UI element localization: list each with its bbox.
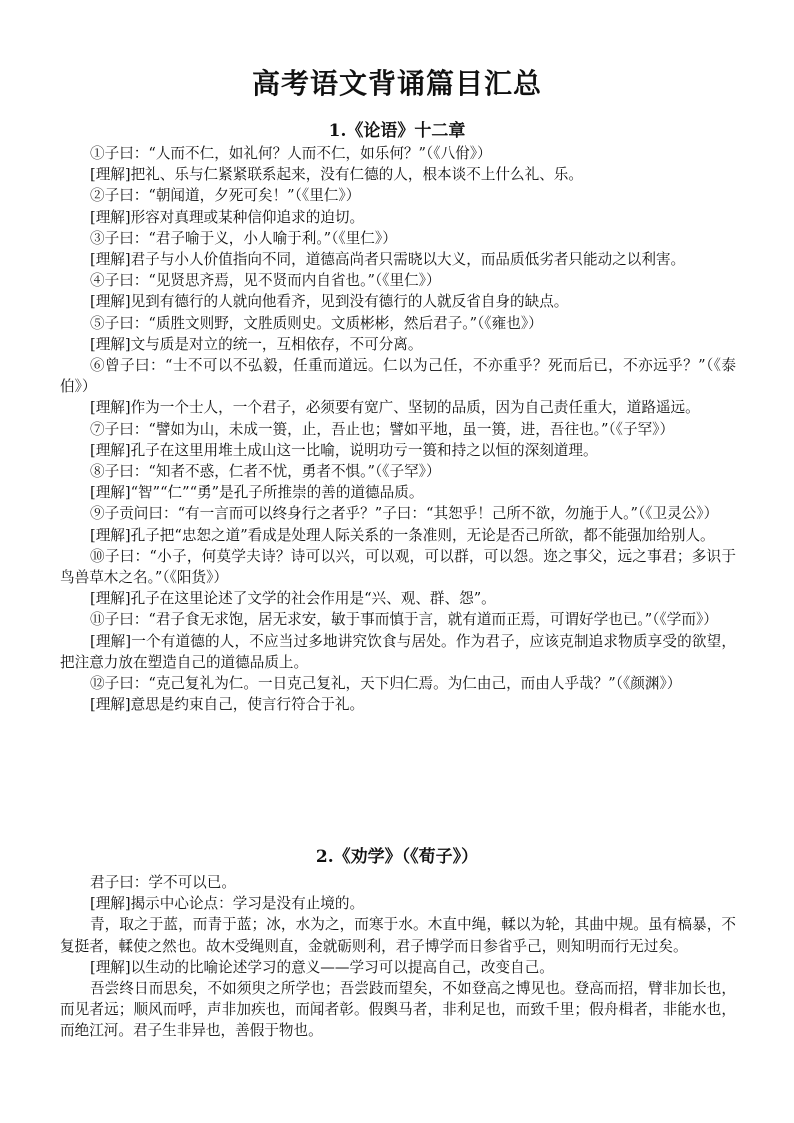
lunyu-note-9: [理解]孔子把“忠恕之道”看成是处理人际关系的一条准则，无论是否己所欲，都不能强加给别人。	[90, 526, 715, 544]
lunyu-note-12: [理解]意思是约束自己，使言行符合于礼。	[90, 696, 365, 714]
lunyu-quote-8: ⑧子曰：“知者不惑，仁者不忧，勇者不惧。”（《子罕》）	[90, 463, 441, 481]
quanxue-note-1: [理解]揭示中心论点：学习是没有止境的。	[90, 895, 365, 913]
lunyu-quote-11: ⑪子曰：“君子食无求饱，居无求安，敏于事而慎于言，就有道而正焉，可谓好学也已。”（《学而》）	[90, 611, 718, 629]
section-heading-lunyu: 1.《论语》十二章	[328, 121, 466, 141]
quanxue-text-2: 青，取之于蓝，而青于蓝；冰，水为之，而寒于水。木直中绳，輮以为轮，其曲中规。虽有槁暴，不复挺者，輮使之然也。故木受绳则直，金就砺则利，君子博学而日参省乎己，则知明而行无过矣。	[60, 916, 736, 955]
lunyu-note-6: [理解]作为一个士人，一个君子，必须要有宽广、坚韧的品质，因为自己责任重大，道路遥远。	[90, 399, 700, 417]
document-title: 高考语文背诵篇目汇总	[251, 67, 542, 100]
lunyu-quote-7: ⑦子曰：“譬如为山，未成一篑，止，吾止也；譬如平地，虽一篑，进，吾往也。”（《子罕》）	[90, 420, 675, 438]
lunyu-note-8: [理解]“智”“仁”“勇”是孔子所推崇的善的道德品质。	[90, 484, 424, 502]
lunyu-quote-3: ③子曰：“君子喻于义，小人喻于利。”（《里仁》）	[90, 229, 397, 247]
quanxue-text-3: 吾尝终日而思矣，不如须臾之所学也；吾尝跂而望矣，不如登高之博见也。登高而招，臂非加长也，而见者远；顺风而呼，声非加疾也，而闻者彰。假舆马者，非利足也，而致千里；假舟楫者，非能水也，而绝江河。君子生非异也，善假于物也。	[60, 980, 736, 1040]
lunyu-quote-12: ⑫子曰：“克己复礼为仁。一日克己复礼，天下归仁焉。为仁由己，而由人乎哉？”（《颜渊》）	[90, 675, 682, 693]
quanxue-note-2: [理解]以生动的比喻论述学习的意义——学习可以提高自己，改变自己。	[90, 958, 554, 976]
lunyu-note-1: [理解]把礼、乐与仁紧紧联系起来，没有仁德的人，根本谈不上什么礼、乐。	[90, 166, 583, 184]
lunyu-note-11: [理解]一个有道德的人，不应当过多地讲究饮食与居处。作为君子，应该克制追求物质享受的欲望，把注意力放在塑造自己的道德品质上。	[60, 632, 736, 671]
lunyu-quote-2: ②子曰：“朝闻道，夕死可矣！”（《里仁》）	[90, 187, 361, 205]
lunyu-note-7: [理解]孔子在这里用堆土成山这一比喻，说明功亏一篑和持之以恒的深刻道理。	[90, 441, 598, 459]
lunyu-quote-5: ⑤子曰：“质胜文则野，文胜质则史。文质彬彬，然后君子。”（《雍也》）	[90, 314, 543, 332]
lunyu-quote-6: ⑥曾子曰：“士不可以不弘毅，任重而道远。仁以为己任，不亦重乎？死而后已，不亦远乎？”（《泰伯》）	[60, 357, 736, 396]
lunyu-note-10: [理解]孔子在这里论述了文学的社会作用是“兴、观、群、怨”。	[90, 590, 496, 608]
lunyu-note-3: [理解]君子与小人价值指向不同，道德高尚者只需晓以大义，而品质低劣者只能动之以利害。	[90, 251, 686, 269]
lunyu-note-2: [理解]形容对真理或某种信仰追求的迫切。	[90, 208, 365, 226]
section-heading-quanxue: 2.《劝学》（《荀子》）	[315, 847, 479, 867]
section-body-lunyu	[60, 143, 736, 715]
section-body-quanxue	[60, 872, 736, 1042]
lunyu-quote-1: ①子曰：“人而不仁，如礼何？人而不仁，如乐何？”（《八佾》）	[90, 145, 492, 162]
lunyu-quote-9: ⑨子贡问曰：“有一言而可以终身行之者乎？”子曰：“其恕乎！己所不欲，勿施于人。”（《卫灵公》）	[90, 505, 719, 523]
lunyu-note-4: [理解]见到有德行的人就向他看齐，见到没有德行的人就反省自身的缺点。	[90, 293, 569, 311]
lunyu-quote-4: ④子曰：“见贤思齐焉，见不贤而内自省也。”（《里仁》）	[90, 272, 441, 290]
lunyu-note-5: [理解]文与质是对立的统一，互相依存，不可分离。	[90, 335, 423, 353]
lunyu-quote-10: ⑩子曰：“小子，何莫学夫诗？诗可以兴，可以观，可以群，可以怨。迩之事父，远之事君；多识于鸟兽草木之名。”（《阳货》）	[60, 547, 736, 587]
quanxue-text-1: 君子曰：学不可以已。	[90, 874, 236, 891]
